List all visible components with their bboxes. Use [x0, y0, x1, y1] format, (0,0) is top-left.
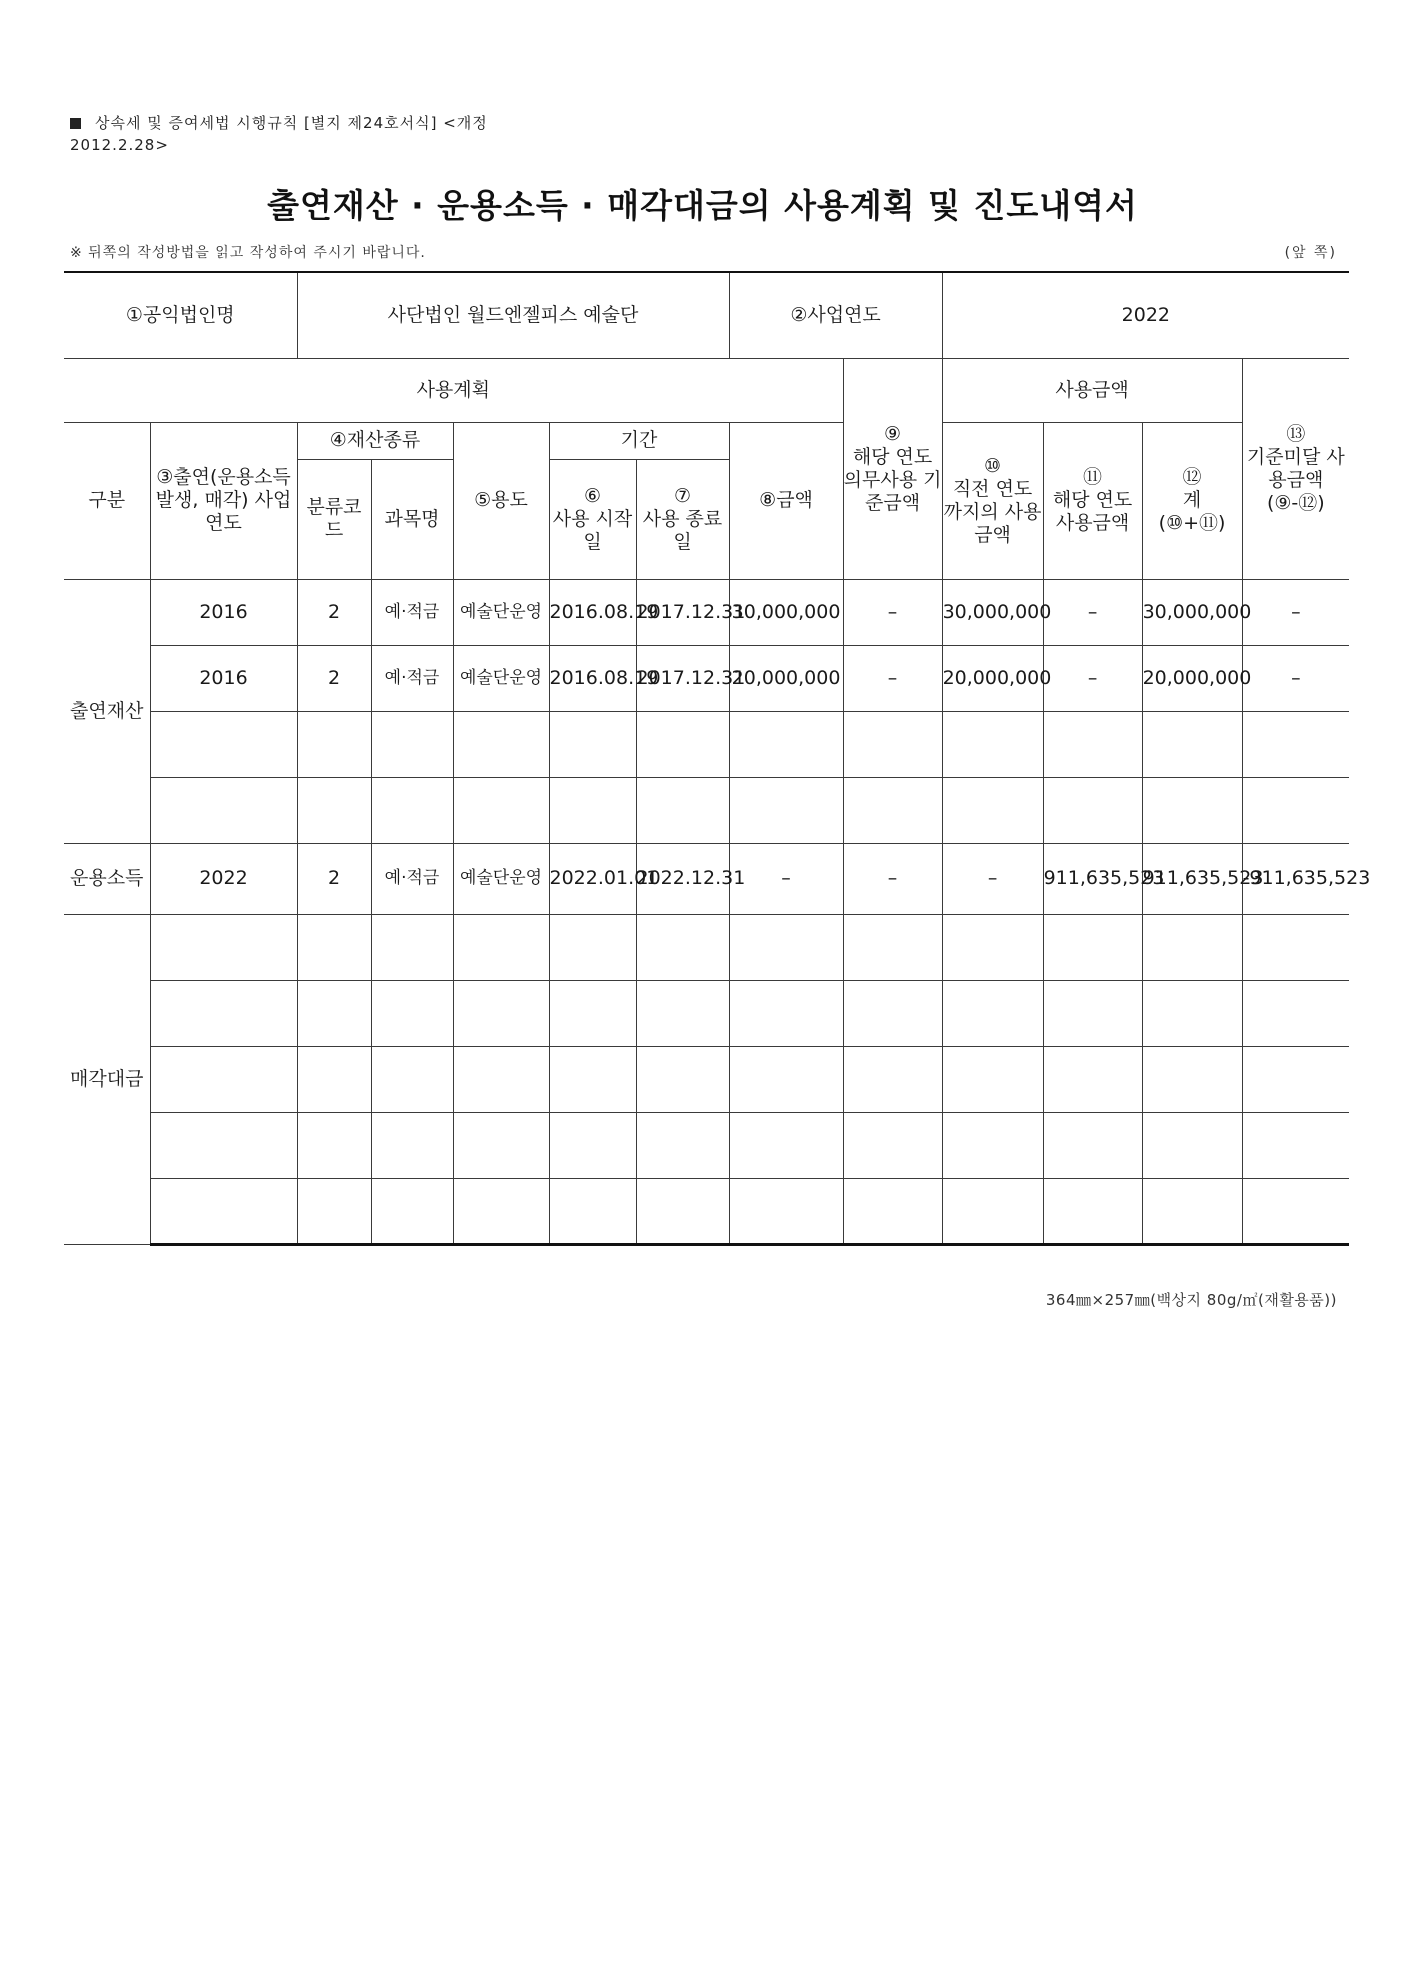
col8-header: ⑧금액 [729, 422, 843, 579]
business-year-label: ②사업연도 [729, 272, 942, 358]
black-square-icon [70, 118, 81, 129]
col12-header: ⑫ 계 (⑩+⑪) [1142, 422, 1242, 579]
col9-header: ⑨ 해당 연도 의무사용 기준금액 [843, 358, 942, 579]
group-chulyeon: 출연재산 [64, 579, 150, 843]
document-title: 출연재산 · 운용소득 · 매각대금의 사용계획 및 진도내역서 [267, 186, 1138, 225]
col4b-header: 과목명 [371, 459, 453, 579]
instruction-note: ※ 뒤쪽의 작성방법을 읽고 작성하여 주시기 바랍니다. [70, 245, 426, 261]
header-row-2 [64, 422, 1349, 459]
empty-row [64, 980, 1349, 1046]
plan-header: 사용계획 [64, 358, 843, 422]
col3-header: ③출연(운용소득 발생, 매각) 사업연도 [150, 422, 297, 579]
col13-header: ⑬ 기준미달 사용금액 (⑨-⑫) [1242, 358, 1349, 579]
empty-row [64, 1178, 1349, 1244]
law-date: 2012.2.28> [70, 136, 169, 154]
amount-header: 사용금액 [942, 358, 1242, 422]
table-row: 출연재산 2016 2 예·적금 예술단운영 2016.08.19 2017.12.31 30,000,000 – 30,000,000 – 30,000,000 – [64, 579, 1349, 645]
empty-row [64, 1046, 1349, 1112]
empty-row [64, 914, 1349, 980]
empty-row [64, 777, 1349, 843]
header-row-1 [64, 358, 1349, 422]
period-header: 기간 [549, 422, 729, 459]
col11-header: ⑪ 해당 연도 사용금액 [1043, 422, 1142, 579]
empty-row [64, 1112, 1349, 1178]
law-reference: 상속세 및 증여세법 시행규칙 [별지 제24호서식] <개정 2012.2.28> [70, 114, 488, 154]
corp-name-value: 사단법인 월드엔젤피스 예술단 [297, 272, 729, 358]
usage-plan-table [64, 271, 1371, 1246]
info-row [64, 272, 1349, 358]
col4a-header: 분류코드 [297, 459, 371, 579]
group-unyong: 운용소득 [64, 843, 150, 914]
table-row: 2016 2 예·적금 예술단운영 2016.08.19 2017.12.31 20,000,000 – 20,000,000 – 20,000,000 – [64, 645, 1349, 711]
corp-name-label: ①공익법인명 [64, 272, 297, 358]
col10-header: ⑩ 직전 연도 까지의 사용금액 [942, 422, 1043, 579]
empty-row [64, 711, 1349, 777]
group-maegak: 매각대금 [64, 914, 150, 1244]
page-side-label: (앞 쪽) [1284, 245, 1337, 261]
business-year-value: 2022 [942, 272, 1349, 358]
table-row: 운용소득 2022 2 예·적금 예술단운영 2022.01.01 2022.12.31 – – – 911,635,523 911,635,523 -911,635,523 [64, 843, 1349, 914]
col5-header: ⑤용도 [453, 422, 549, 579]
col4-header: ④재산종류 [297, 422, 453, 459]
gubun-header: 구분 [64, 422, 150, 579]
paper-spec: 364㎜×257㎜(백상지 80g/㎡(재활용품)) [1045, 1291, 1337, 1309]
col7-header: ⑦ 사용 종료일 [636, 459, 729, 579]
col6-header: ⑥ 사용 시작일 [549, 459, 636, 579]
